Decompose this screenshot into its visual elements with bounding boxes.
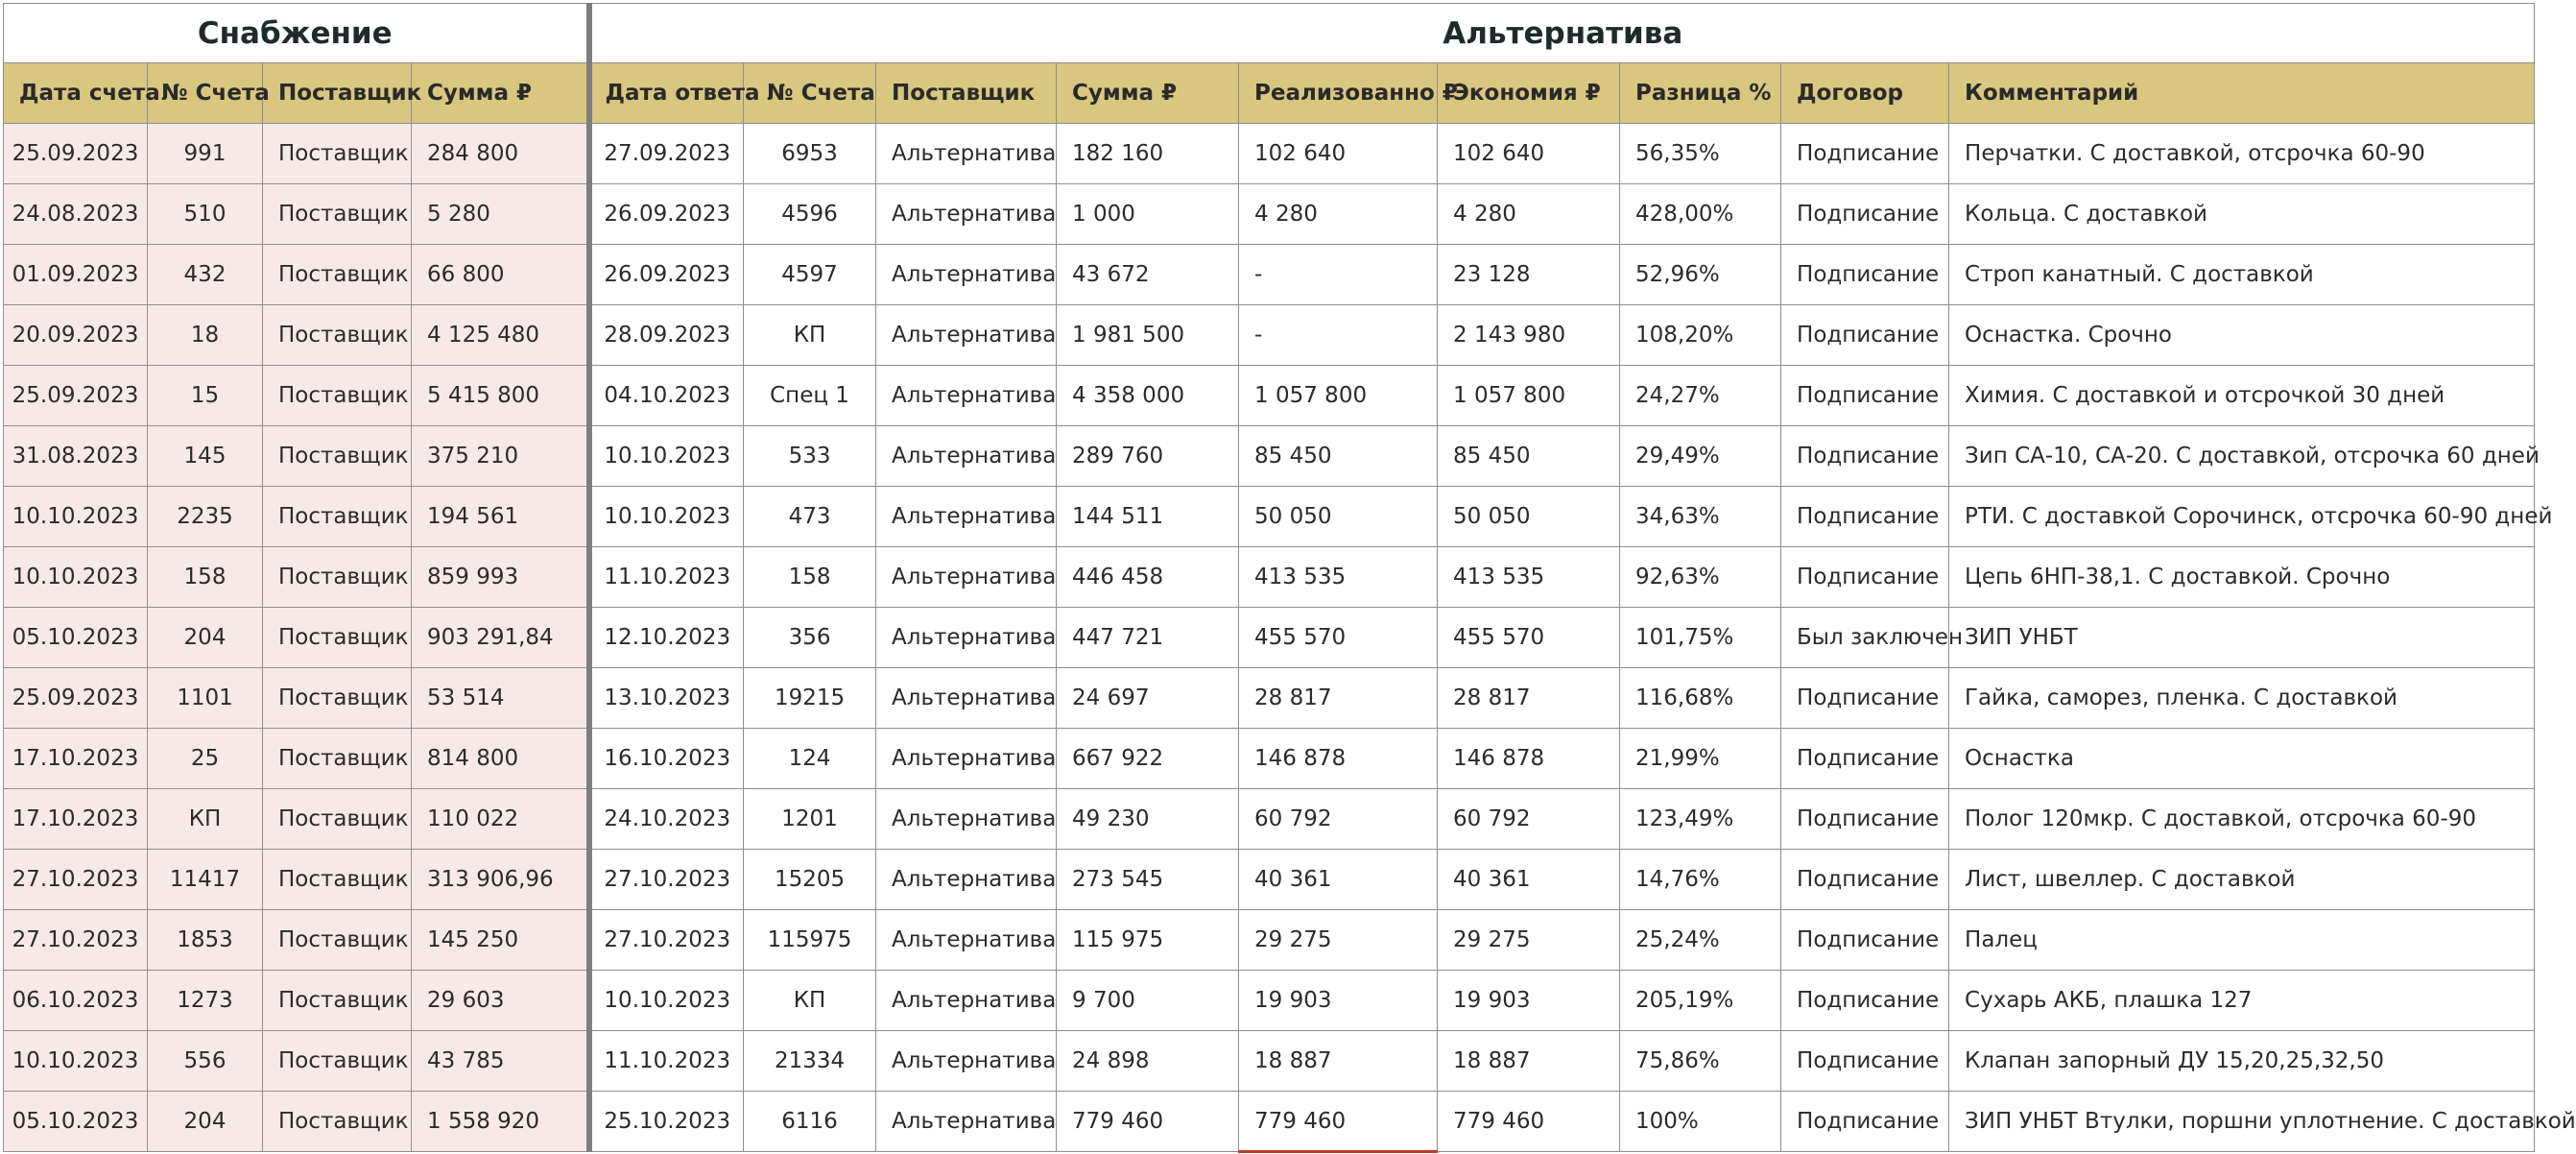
cell-difference[interactable]: 21,99%: [1620, 729, 1781, 789]
cell-contract[interactable]: Подписание: [1781, 366, 1949, 426]
cell-realized[interactable]: 413 535: [1239, 547, 1438, 608]
cell-alt-supplier[interactable]: Альтернатива: [876, 971, 1057, 1031]
cell-alt-supplier[interactable]: Альтернатива: [876, 668, 1057, 729]
cell-contract[interactable]: Подписание: [1781, 487, 1949, 547]
col-header-realized[interactable]: Реализованно ₽: [1239, 63, 1438, 124]
cell-invoice-date[interactable]: 27.10.2023: [4, 850, 148, 910]
cell-reply-date[interactable]: 10.10.2023: [589, 971, 744, 1031]
cell-reply-date[interactable]: 11.10.2023: [589, 547, 744, 608]
cell-alt-invoice-number[interactable]: 1201: [744, 789, 876, 850]
cell-amount[interactable]: 110 022: [412, 789, 589, 850]
cell-alt-invoice-number[interactable]: 19215: [744, 668, 876, 729]
cell-alt-supplier[interactable]: Альтернатива: [876, 547, 1057, 608]
cell-difference[interactable]: 14,76%: [1620, 850, 1781, 910]
cell-alt-supplier[interactable]: Альтернатива: [876, 305, 1057, 366]
table-body: [4, 124, 2576, 1152]
cell-comment[interactable]: Кольца. С доставкой: [1949, 184, 2535, 245]
cell-comment[interactable]: Перчатки. С доставкой, отсрочка 60-90: [1949, 124, 2535, 184]
col-header-alt-supplier[interactable]: Поставщик: [876, 63, 1057, 124]
cell-supplier[interactable]: Поставщик: [263, 910, 412, 971]
table-row: [4, 789, 2535, 850]
table-row: [4, 971, 2535, 1031]
cell-amount[interactable]: 375 210: [412, 426, 589, 487]
cell-contract[interactable]: Подписание: [1781, 184, 1949, 245]
section-title-alternative[interactable]: Альтернатива: [589, 4, 2535, 63]
cell-realized[interactable]: 4 280: [1239, 184, 1438, 245]
cell-difference[interactable]: 92,63%: [1620, 547, 1781, 608]
cell-invoice-date[interactable]: 01.09.2023: [4, 245, 148, 305]
cell-contract[interactable]: Подписание: [1781, 124, 1949, 184]
cell-comment[interactable]: Палец: [1949, 910, 2535, 971]
cell-alt-supplier[interactable]: Альтернатива: [876, 789, 1057, 850]
cell-savings[interactable]: 4 280: [1438, 184, 1620, 245]
cell-comment[interactable]: Полог 120мкр. С доставкой, отсрочка 60-90: [1949, 789, 2535, 850]
cell-difference[interactable]: 108,20%: [1620, 305, 1781, 366]
cell-realized[interactable]: 29 275: [1239, 910, 1438, 971]
cell-invoice-date[interactable]: 05.10.2023: [4, 608, 148, 668]
cell-realized[interactable]: 779 460: [1239, 1092, 1438, 1152]
col-header-reply-date[interactable]: Дата ответа: [589, 63, 744, 124]
cell-amount[interactable]: 5 280: [412, 184, 589, 245]
cell-realized[interactable]: 18 887: [1239, 1031, 1438, 1092]
cell-invoice-number[interactable]: КП: [148, 789, 263, 850]
col-header-comment[interactable]: Комментарий: [1949, 63, 2535, 124]
cell-supplier[interactable]: Поставщик: [263, 184, 412, 245]
cell-amount[interactable]: 53 514: [412, 668, 589, 729]
cell-comment[interactable]: Цепь 6НП-38,1. С доставкой. Срочно: [1949, 547, 2535, 608]
cell-invoice-date[interactable]: 10.10.2023: [4, 547, 148, 608]
cell-comment[interactable]: Зип СА-10, СА-20. С доставкой, отсрочка 60 дней: [1949, 426, 2535, 487]
cell-invoice-number[interactable]: 1273: [148, 971, 263, 1031]
cell-alt-invoice-number[interactable]: 6116: [744, 1092, 876, 1152]
cell-savings[interactable]: 19 903: [1438, 971, 1620, 1031]
cell-savings[interactable]: 413 535: [1438, 547, 1620, 608]
cell-contract[interactable]: Подписание: [1781, 547, 1949, 608]
cell-comment[interactable]: Оснастка. Срочно: [1949, 305, 2535, 366]
section-title-supply[interactable]: Снабжение: [4, 4, 589, 63]
col-header-supplier[interactable]: Поставщик: [263, 63, 412, 124]
cell-invoice-number[interactable]: 556: [148, 1031, 263, 1092]
cell-difference[interactable]: 56,35%: [1620, 124, 1781, 184]
cell-reply-date[interactable]: 27.10.2023: [589, 910, 744, 971]
cell-alt-invoice-number[interactable]: 15205: [744, 850, 876, 910]
cell-savings[interactable]: 102 640: [1438, 124, 1620, 184]
cell-reply-date[interactable]: 27.09.2023: [589, 124, 744, 184]
cell-invoice-number[interactable]: 432: [148, 245, 263, 305]
table-row: [4, 305, 2535, 366]
cell-invoice-date[interactable]: 17.10.2023: [4, 729, 148, 789]
cell-realized[interactable]: 455 570: [1239, 608, 1438, 668]
cell-amount[interactable]: 29 603: [412, 971, 589, 1031]
cell-savings[interactable]: 23 128: [1438, 245, 1620, 305]
cell-alt-supplier[interactable]: Альтернатива: [876, 245, 1057, 305]
cell-alt-supplier[interactable]: Альтернатива: [876, 124, 1057, 184]
cell-savings[interactable]: 2 143 980: [1438, 305, 1620, 366]
cell-difference[interactable]: 52,96%: [1620, 245, 1781, 305]
cell-invoice-date[interactable]: 25.09.2023: [4, 366, 148, 426]
cell-invoice-number[interactable]: 15: [148, 366, 263, 426]
cell-savings[interactable]: 455 570: [1438, 608, 1620, 668]
cell-reply-date[interactable]: 13.10.2023: [589, 668, 744, 729]
cell-comment[interactable]: Сухарь АКБ, плашка 127: [1949, 971, 2535, 1031]
cell-alt-invoice-number[interactable]: КП: [744, 971, 876, 1031]
cell-invoice-number[interactable]: 145: [148, 426, 263, 487]
cell-supplier[interactable]: Поставщик: [263, 608, 412, 668]
cell-supplier[interactable]: Поставщик: [263, 1031, 412, 1092]
cell-amount[interactable]: 145 250: [412, 910, 589, 971]
cell-savings[interactable]: 85 450: [1438, 426, 1620, 487]
cell-invoice-date[interactable]: 17.10.2023: [4, 789, 148, 850]
cell-alt-amount[interactable]: 667 922: [1057, 729, 1239, 789]
cell-alt-amount[interactable]: 273 545: [1057, 850, 1239, 910]
cell-supplier[interactable]: Поставщик: [263, 1092, 412, 1152]
cell-reply-date[interactable]: 12.10.2023: [589, 608, 744, 668]
cell-contract[interactable]: Подписание: [1781, 426, 1949, 487]
cell-alt-invoice-number[interactable]: 533: [744, 426, 876, 487]
cell-reply-date[interactable]: 26.09.2023: [589, 245, 744, 305]
section-header-row: [4, 4, 2535, 63]
cell-supplier[interactable]: Поставщик: [263, 668, 412, 729]
cell-amount[interactable]: 1 558 920: [412, 1092, 589, 1152]
cell-realized[interactable]: 102 640: [1239, 124, 1438, 184]
cell-alt-invoice-number[interactable]: 4596: [744, 184, 876, 245]
column-header-row: [4, 63, 2535, 124]
table-row: [4, 124, 2535, 184]
table-row: [4, 1092, 2535, 1152]
col-header-difference[interactable]: Разница %: [1620, 63, 1781, 124]
cell-supplier[interactable]: Поставщик: [263, 547, 412, 608]
cell-reply-date[interactable]: 04.10.2023: [589, 366, 744, 426]
cell-realized[interactable]: 19 903: [1239, 971, 1438, 1031]
cell-savings[interactable]: 18 887: [1438, 1031, 1620, 1092]
cell-savings[interactable]: 40 361: [1438, 850, 1620, 910]
cell-reply-date[interactable]: 11.10.2023: [589, 1031, 744, 1092]
table-row: [4, 547, 2535, 608]
comparison-table: [3, 3, 2576, 1153]
cell-alt-invoice-number[interactable]: 124: [744, 729, 876, 789]
cell-amount[interactable]: 903 291,84: [412, 608, 589, 668]
cell-alt-amount[interactable]: 9 700: [1057, 971, 1239, 1031]
cell-amount[interactable]: 284 800: [412, 124, 589, 184]
cell-supplier[interactable]: Поставщик: [263, 850, 412, 910]
cell-supplier[interactable]: Поставщик: [263, 426, 412, 487]
cell-difference[interactable]: 29,49%: [1620, 426, 1781, 487]
col-header-contract[interactable]: Договор: [1781, 63, 1949, 124]
table-row: [4, 668, 2535, 729]
cell-invoice-date[interactable]: 24.08.2023: [4, 184, 148, 245]
cell-amount[interactable]: 859 993: [412, 547, 589, 608]
cell-contract[interactable]: Подписание: [1781, 668, 1949, 729]
cell-reply-date[interactable]: 26.09.2023: [589, 184, 744, 245]
cell-amount[interactable]: 5 415 800: [412, 366, 589, 426]
cell-invoice-date[interactable]: 10.10.2023: [4, 1031, 148, 1092]
cell-contract[interactable]: Подписание: [1781, 1031, 1949, 1092]
cell-difference[interactable]: 75,86%: [1620, 1031, 1781, 1092]
cell-invoice-number[interactable]: 991: [148, 124, 263, 184]
cell-invoice-number[interactable]: 204: [148, 1092, 263, 1152]
col-header-invoice-number[interactable]: № Счета: [148, 63, 263, 124]
cell-amount[interactable]: 814 800: [412, 729, 589, 789]
cell-alt-amount[interactable]: 289 760: [1057, 426, 1239, 487]
cell-comment[interactable]: Химия. С доставкой и отсрочкой 30 дней: [1949, 366, 2535, 426]
cell-contract[interactable]: Подписание: [1781, 1092, 1949, 1152]
cell-invoice-number[interactable]: 1101: [148, 668, 263, 729]
cell-invoice-number[interactable]: 1853: [148, 910, 263, 971]
cell-invoice-date[interactable]: 25.09.2023: [4, 124, 148, 184]
cell-invoice-number[interactable]: 25: [148, 729, 263, 789]
cell-alt-amount[interactable]: 144 511: [1057, 487, 1239, 547]
cell-invoice-date[interactable]: 05.10.2023: [4, 1092, 148, 1152]
table-row: [4, 608, 2535, 668]
cell-invoice-number[interactable]: 11417: [148, 850, 263, 910]
cell-contract[interactable]: Подписание: [1781, 789, 1949, 850]
col-header-alt-invoice-number[interactable]: № Счета: [744, 63, 876, 124]
cell-alt-amount[interactable]: 446 458: [1057, 547, 1239, 608]
table-row: [4, 245, 2535, 305]
cell-alt-invoice-number[interactable]: 21334: [744, 1031, 876, 1092]
cell-realized[interactable]: 60 792: [1239, 789, 1438, 850]
col-header-alt-amount[interactable]: Сумма ₽: [1057, 63, 1239, 124]
cell-invoice-number[interactable]: 204: [148, 608, 263, 668]
cell-realized[interactable]: -: [1239, 305, 1438, 366]
cell-supplier[interactable]: Поставщик: [263, 971, 412, 1031]
cell-realized[interactable]: 50 050: [1239, 487, 1438, 547]
cell-supplier[interactable]: Поставщик: [263, 305, 412, 366]
table-row: [4, 184, 2535, 245]
cell-difference[interactable]: 428,00%: [1620, 184, 1781, 245]
cell-alt-supplier[interactable]: Альтернатива: [876, 850, 1057, 910]
col-header-amount[interactable]: Сумма ₽: [412, 63, 589, 124]
cell-reply-date[interactable]: 16.10.2023: [589, 729, 744, 789]
cell-alt-amount[interactable]: 182 160: [1057, 124, 1239, 184]
cell-alt-supplier[interactable]: Альтернатива: [876, 487, 1057, 547]
cell-alt-invoice-number[interactable]: 473: [744, 487, 876, 547]
cell-comment[interactable]: Оснастка: [1949, 729, 2535, 789]
cell-invoice-number[interactable]: 2235: [148, 487, 263, 547]
cell-contract[interactable]: Был заключен: [1781, 608, 1949, 668]
cell-contract[interactable]: Подписание: [1781, 305, 1949, 366]
cell-supplier[interactable]: Поставщик: [263, 124, 412, 184]
cell-alt-supplier[interactable]: Альтернатива: [876, 184, 1057, 245]
cell-savings[interactable]: 146 878: [1438, 729, 1620, 789]
cell-alt-supplier[interactable]: Альтернатива: [876, 729, 1057, 789]
cell-amount[interactable]: 66 800: [412, 245, 589, 305]
cell-contract[interactable]: Подписание: [1781, 971, 1949, 1031]
cell-reply-date[interactable]: 10.10.2023: [589, 487, 744, 547]
cell-alt-invoice-number[interactable]: КП: [744, 305, 876, 366]
cell-savings[interactable]: 1 057 800: [1438, 366, 1620, 426]
cell-reply-date[interactable]: 27.10.2023: [589, 850, 744, 910]
cell-invoice-number[interactable]: 18: [148, 305, 263, 366]
cell-alt-amount[interactable]: 24 898: [1057, 1031, 1239, 1092]
cell-contract[interactable]: Подписание: [1781, 245, 1949, 305]
cell-invoice-date[interactable]: 27.10.2023: [4, 910, 148, 971]
cell-alt-supplier[interactable]: Альтернатива: [876, 1092, 1057, 1152]
cell-invoice-number[interactable]: 510: [148, 184, 263, 245]
cell-realized[interactable]: -: [1239, 245, 1438, 305]
cell-difference[interactable]: 116,68%: [1620, 668, 1781, 729]
table-row: [4, 426, 2535, 487]
cell-alt-amount[interactable]: 1 000: [1057, 184, 1239, 245]
cell-amount[interactable]: 194 561: [412, 487, 589, 547]
cell-alt-amount[interactable]: 4 358 000: [1057, 366, 1239, 426]
cell-alt-supplier[interactable]: Альтернатива: [876, 910, 1057, 971]
cell-alt-amount[interactable]: 1 981 500: [1057, 305, 1239, 366]
cell-supplier[interactable]: Поставщик: [263, 245, 412, 305]
cell-savings[interactable]: 779 460: [1438, 1092, 1620, 1152]
cell-comment[interactable]: РТИ. С доставкой Сорочинск, отсрочка 60-90 дней: [1949, 487, 2535, 547]
cell-comment[interactable]: ЗИП УНБТ: [1949, 608, 2535, 668]
cell-contract[interactable]: Подписание: [1781, 850, 1949, 910]
cell-difference[interactable]: 123,49%: [1620, 789, 1781, 850]
cell-difference[interactable]: 34,63%: [1620, 487, 1781, 547]
cell-comment[interactable]: Лист, швеллер. С доставкой: [1949, 850, 2535, 910]
cell-alt-supplier[interactable]: Альтернатива: [876, 608, 1057, 668]
cell-alt-amount[interactable]: 115 975: [1057, 910, 1239, 971]
cell-difference[interactable]: 24,27%: [1620, 366, 1781, 426]
cell-realized[interactable]: 28 817: [1239, 668, 1438, 729]
table-row: [4, 729, 2535, 789]
cell-amount[interactable]: 43 785: [412, 1031, 589, 1092]
cell-realized[interactable]: 146 878: [1239, 729, 1438, 789]
cell-supplier[interactable]: Поставщик: [263, 729, 412, 789]
cell-savings[interactable]: 29 275: [1438, 910, 1620, 971]
cell-alt-supplier[interactable]: Альтернатива: [876, 426, 1057, 487]
cell-comment[interactable]: Строп канатный. С доставкой: [1949, 245, 2535, 305]
col-header-invoice-date[interactable]: Дата счета: [4, 63, 148, 124]
cell-alt-invoice-number[interactable]: Спец 1: [744, 366, 876, 426]
cell-alt-invoice-number[interactable]: 158: [744, 547, 876, 608]
cell-reply-date[interactable]: 25.10.2023: [589, 1092, 744, 1152]
table-row: [4, 910, 2535, 971]
cell-alt-amount[interactable]: 43 672: [1057, 245, 1239, 305]
cell-invoice-number[interactable]: 158: [148, 547, 263, 608]
cell-comment[interactable]: ЗИП УНБТ Втулки, поршни уплотнение. С доставкой: [1949, 1092, 2535, 1152]
cell-difference[interactable]: 101,75%: [1620, 608, 1781, 668]
table-row: [4, 850, 2535, 910]
cell-reply-date[interactable]: 10.10.2023: [589, 426, 744, 487]
cell-supplier[interactable]: Поставщик: [263, 366, 412, 426]
cell-invoice-date[interactable]: 31.08.2023: [4, 426, 148, 487]
cell-alt-invoice-number[interactable]: 115975: [744, 910, 876, 971]
col-header-savings[interactable]: Экономия ₽: [1438, 63, 1620, 124]
cell-contract[interactable]: Подписание: [1781, 729, 1949, 789]
cell-alt-amount[interactable]: 779 460: [1057, 1092, 1239, 1152]
cell-alt-invoice-number[interactable]: 356: [744, 608, 876, 668]
cell-realized[interactable]: 40 361: [1239, 850, 1438, 910]
cell-alt-supplier[interactable]: Альтернатива: [876, 1031, 1057, 1092]
cell-invoice-date[interactable]: 25.09.2023: [4, 668, 148, 729]
cell-reply-date[interactable]: 28.09.2023: [589, 305, 744, 366]
cell-reply-date[interactable]: 24.10.2023: [589, 789, 744, 850]
cell-invoice-date[interactable]: 10.10.2023: [4, 487, 148, 547]
cell-supplier[interactable]: Поставщик: [263, 487, 412, 547]
cell-comment[interactable]: Гайка, саморез, пленка. С доставкой: [1949, 668, 2535, 729]
cell-realized[interactable]: 85 450: [1239, 426, 1438, 487]
cell-comment[interactable]: Клапан запорный ДУ 15,20,25,32,50: [1949, 1031, 2535, 1092]
cell-alt-amount[interactable]: 24 697: [1057, 668, 1239, 729]
cell-difference[interactable]: 25,24%: [1620, 910, 1781, 971]
cell-amount[interactable]: 4 125 480: [412, 305, 589, 366]
table-row: [4, 366, 2535, 426]
table-row: [4, 487, 2535, 547]
cell-alt-amount[interactable]: 49 230: [1057, 789, 1239, 850]
cell-realized[interactable]: 1 057 800: [1239, 366, 1438, 426]
cell-contract[interactable]: Подписание: [1781, 910, 1949, 971]
cell-difference[interactable]: 100%: [1620, 1092, 1781, 1152]
cell-difference[interactable]: 205,19%: [1620, 971, 1781, 1031]
cell-savings[interactable]: 28 817: [1438, 668, 1620, 729]
cell-invoice-date[interactable]: 20.09.2023: [4, 305, 148, 366]
cell-alt-invoice-number[interactable]: 4597: [744, 245, 876, 305]
cell-amount[interactable]: 313 906,96: [412, 850, 589, 910]
cell-savings[interactable]: 60 792: [1438, 789, 1620, 850]
cell-alt-amount[interactable]: 447 721: [1057, 608, 1239, 668]
cell-savings[interactable]: 50 050: [1438, 487, 1620, 547]
cell-alt-supplier[interactable]: Альтернатива: [876, 366, 1057, 426]
cell-supplier[interactable]: Поставщик: [263, 789, 412, 850]
cell-invoice-date[interactable]: 06.10.2023: [4, 971, 148, 1031]
cell-alt-invoice-number[interactable]: 6953: [744, 124, 876, 184]
table-row: [4, 1031, 2535, 1092]
